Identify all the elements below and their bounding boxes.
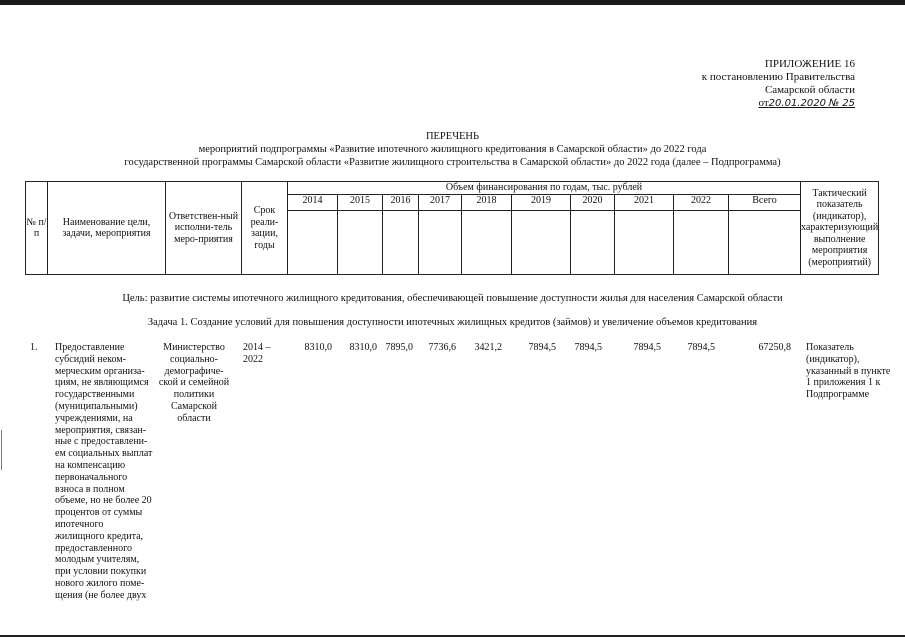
row-value: 7736,6 [428, 342, 456, 353]
col-header-number: № п/п [26, 182, 48, 275]
appendix-region: Самарской области [764, 84, 855, 96]
col-header-year: 2022 [674, 195, 729, 211]
row-name: Предоставление субсидий неком-мерческим организа-циям, не являющимся государственными (муниципальными) учреждениями, на мероприятия, связан-ные с предоставлени-ем социальных выплат на компенсацию первоначального взноса в полном объеме, но не более 20 процентов от суммы ипотечного жилищного кредита, предоставленного молодым учителям, при условии покупки нового жилого поме-щения (не более двух [55, 342, 153, 601]
row-value: 8310,0 [349, 342, 377, 353]
col-header-year: 2014 [288, 195, 338, 211]
appendix-resolution: к постановлению Правительства [701, 71, 855, 83]
header-table [25, 181, 879, 275]
year-cell [674, 211, 729, 275]
col-header-indicator: Тактический показатель (индикатор), характеризующий выполнение мероприятия (мероприятий) [801, 182, 879, 275]
row-value: 7895,0 [385, 342, 413, 353]
year-cell [419, 211, 462, 275]
year-cell [338, 211, 383, 275]
appendix-date: 20.01.2020 [768, 98, 826, 109]
year-cell [512, 211, 571, 275]
col-header-year: 2015 [338, 195, 383, 211]
row-executor: Министерство социально-демографиче-ской и семейной политики Самарской области [158, 342, 230, 424]
appendix-number: ПРИЛОЖЕНИЕ 16 [764, 58, 855, 70]
row-number: 1. [30, 342, 38, 353]
col-header-year: 2020 [571, 195, 615, 211]
row-value: 3421,2 [474, 342, 502, 353]
col-header-name: Наименование цели, задачи, мероприятия [48, 182, 166, 275]
row-value: 7894,5 [633, 342, 661, 353]
scan-mark [1, 430, 2, 470]
row-indicator: Показатель (индикатор), указанный в пункте 1 приложения 1 к Подпрограмме [806, 342, 891, 401]
appendix-date-prefix: от [758, 97, 769, 109]
appendix-block [702, 58, 855, 110]
scan-bottom-border [0, 635, 905, 637]
row-value: 8310,0 [304, 342, 332, 353]
year-cell [571, 211, 615, 275]
col-header-total: Всего [729, 195, 801, 211]
appendix-date-line [702, 97, 855, 110]
year-cell [615, 211, 674, 275]
document-title [0, 130, 905, 169]
task-text: Задача 1. Создание условий для повышения доступности ипотечных жилищных кредитов (займов) и увеличение объемов кредитования [147, 317, 758, 328]
title-line-1: мероприятий подпрограммы «Развитие ипотечного жилищного кредитования в Самарской области» до 2022 года [198, 144, 707, 155]
col-header-year: 2017 [419, 195, 462, 211]
year-cell [462, 211, 512, 275]
col-header-term: Срок реали-зации, годы [242, 182, 288, 275]
col-header-executor: Ответствен-ный исполни-тель меро-приятия [166, 182, 242, 275]
row-value: 7894,5 [528, 342, 556, 353]
scan-top-border [0, 0, 905, 5]
year-cell [383, 211, 419, 275]
row-value: 7894,5 [687, 342, 715, 353]
title-heading: ПЕРЕЧЕНЬ [425, 131, 480, 142]
col-header-year: 2019 [512, 195, 571, 211]
title-line-2: государственной программы Самарской области «Развитие жилищного строительства в Самарской области» до 2022 года (далее – Подпрограмма) [124, 157, 781, 168]
col-header-year: 2018 [462, 195, 512, 211]
year-cell [288, 211, 338, 275]
year-cell [729, 211, 801, 275]
col-header-funding: Объем финансирования по годам, тыс. рублей [288, 182, 801, 195]
appendix-doc-number: № 25 [828, 98, 855, 109]
col-header-year: 2016 [383, 195, 419, 211]
row-value: 7894,5 [574, 342, 602, 353]
goal-text: Цель: развитие системы ипотечного жилищного кредитования, обеспечивающей повышение доступности жилья для населения Самарской области [122, 293, 783, 304]
row-term: 2014 – 2022 [243, 342, 271, 365]
row-total: 67250,8 [758, 342, 791, 353]
col-header-year: 2021 [615, 195, 674, 211]
